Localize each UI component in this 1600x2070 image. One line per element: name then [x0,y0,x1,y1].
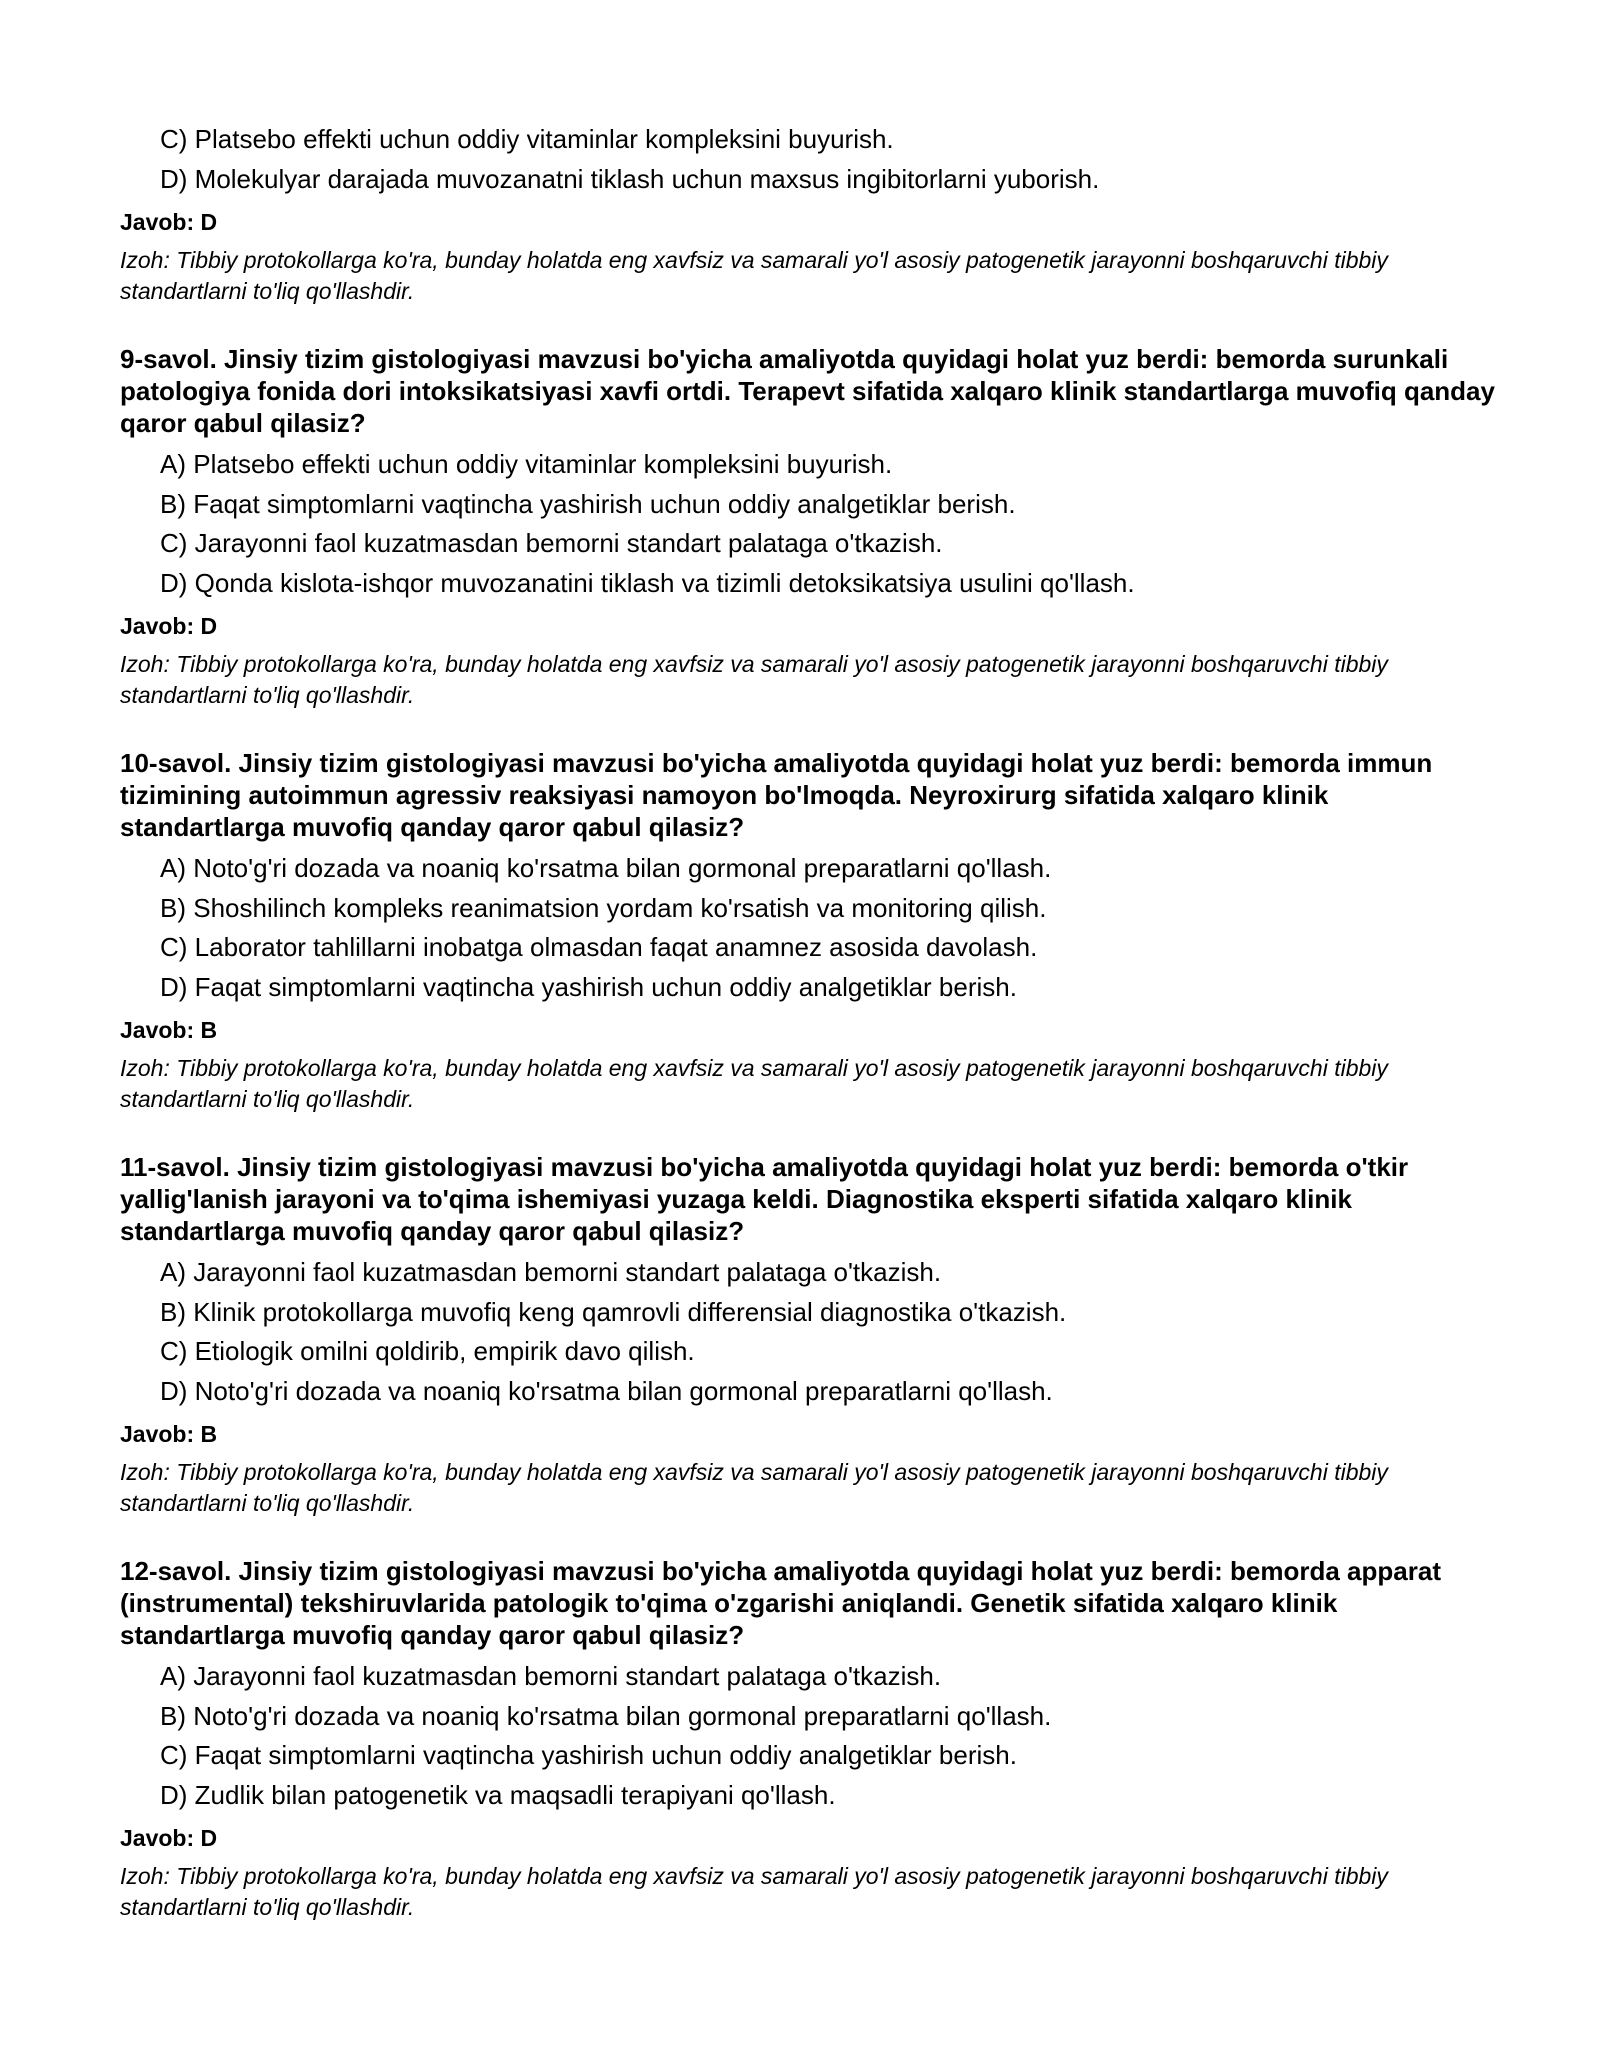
options-list [120,120,1500,199]
option-a: A) Platsebo effekti uchun oddiy vitaminlar kompleksini buyurish. [160,449,893,479]
question-title: 11-savol. Jinsiy tizim gistologiyasi mavzusi bo'yicha amaliyotda quyidagi holat yuz berdi: bemorda o'tkir yallig'lanish jarayoni va to'qima ishemiyasi yuzaga keldi. Diagnostika eksperti sifatida xalqaro klinik standartlarga muvofiq qanday qaror qabul qilasiz? [120,1152,1409,1246]
option-b: B) Klinik protokollarga muvofiq keng qamrovli differensial diagnostika o'tkazish. [160,1296,1067,1327]
answer-label: Javob: D [120,1825,218,1851]
answer-label: Javob: D [120,209,218,235]
option-c: C) Etiologik omilni qoldirib, empirik davo qilish. [160,1336,695,1366]
option-d: D) Zudlik bilan patogenetik va maqsadli terapiyani qo'llash. [160,1779,836,1810]
option-c: C) Platsebo effekti uchun oddiy vitaminlar kompleksini buyurish. [160,124,894,154]
question-block-9 [120,343,1500,711]
explanation-note: Izoh: Tibbiy protokollarga ko'ra, bunday holatda eng xavfsiz va samarali yo'l asosiy patogenetik jarayonni boshqaruvchi tibbiy standartlarni to'liq qo'llashdir. [120,247,1388,304]
question-title: 9-savol. Jinsiy tizim gistologiyasi mavzusi bo'yicha amaliyotda quyidagi holat yuz berdi: bemorda surunkali patologiya fonida dori intoksikatsiyasi xavfi ortdi. Terapevt sifatida xalqaro klinik standartlarga muvofiq qanday qaror qabul qilasiz? [120,344,1495,438]
options-list [120,1253,1500,1411]
explanation-note: Izoh: Tibbiy protokollarga ko'ra, bunday holatda eng xavfsiz va samarali yo'l asosiy patogenetik jarayonni boshqaruvchi tibbiy standartlarni to'liq qo'llashdir. [120,1459,1388,1516]
question-8-continuation [120,120,1500,307]
explanation-note: Izoh: Tibbiy protokollarga ko'ra, bunday holatda eng xavfsiz va samarali yo'l asosiy patogenetik jarayonni boshqaruvchi tibbiy standartlarni to'liq qo'llashdir. [120,651,1388,708]
answer-label: Javob: D [120,613,218,639]
option-b: B) Faqat simptomlarni vaqtincha yashirish uchun oddiy analgetiklar berish. [160,488,1016,519]
answer-label: Javob: B [120,1421,218,1447]
option-a: A) Jarayonni faol kuzatmasdan bemorni standart palataga o'tkazish. [160,1661,942,1691]
option-c: C) Laborator tahlillarni inobatga olmasdan faqat anamnez asosida davolash. [160,932,1038,962]
option-a: A) Noto'g'ri dozada va noaniq ko'rsatma bilan gormonal preparatlarni qo'llash. [160,853,1052,883]
options-list [120,849,1500,1007]
question-block-12 [120,1555,1500,1923]
option-c: C) Faqat simptomlarni vaqtincha yashirish uchun oddiy analgetiklar berish. [160,1740,1017,1770]
explanation-note: Izoh: Tibbiy protokollarga ko'ra, bunday holatda eng xavfsiz va samarali yo'l asosiy patogenetik jarayonni boshqaruvchi tibbiy standartlarni to'liq qo'llashdir. [120,1863,1388,1920]
option-d: D) Molekulyar darajada muvozanatni tiklash uchun maxsus ingibitorlarni yuborish. [160,163,1100,194]
option-d: D) Noto'g'ri dozada va noaniq ko'rsatma bilan gormonal preparatlarni qo'llash. [160,1375,1053,1406]
options-list [120,1657,1500,1815]
option-d: D) Qonda kislota-ishqor muvozanatini tiklash va tizimli detoksikatsiya usulini qo'llash. [160,567,1135,598]
question-block-11 [120,1151,1500,1519]
question-title: 10-savol. Jinsiy tizim gistologiyasi mavzusi bo'yicha amaliyotda quyidagi holat yuz berdi: bemorda immun tizimining autoimmun agressiv reaksiyasi namoyon bo'lmoqda. Neyroxirurg sifatida xalqaro klinik standartlarga muvofiq qanday qaror qabul qilasiz? [120,748,1433,842]
option-a: A) Jarayonni faol kuzatmasdan bemorni standart palataga o'tkazish. [160,1257,942,1287]
answer-label: Javob: B [120,1017,218,1043]
question-title: 12-savol. Jinsiy tizim gistologiyasi mavzusi bo'yicha amaliyotda quyidagi holat yuz berdi: bemorda apparat (instrumental) tekshiruvlarida patologik to'qima o'zgarishi aniqlandi. Genetik sifatida xalqaro klinik standartlarga muvofiq qanday qaror qabul qilasiz? [120,1556,1441,1650]
option-c: C) Jarayonni faol kuzatmasdan bemorni standart palataga o'tkazish. [160,528,943,558]
question-block-10 [120,747,1500,1115]
options-list [120,445,1500,603]
option-d: D) Faqat simptomlarni vaqtincha yashirish uchun oddiy analgetiklar berish. [160,971,1017,1002]
option-b: B) Noto'g'ri dozada va noaniq ko'rsatma bilan gormonal preparatlarni qo'llash. [160,1700,1052,1731]
option-b: B) Shoshilinch kompleks reanimatsion yordam ko'rsatish va monitoring qilish. [160,892,1047,923]
document-page [120,120,1500,1923]
explanation-note: Izoh: Tibbiy protokollarga ko'ra, bunday holatda eng xavfsiz va samarali yo'l asosiy patogenetik jarayonni boshqaruvchi tibbiy standartlarni to'liq qo'llashdir. [120,1055,1388,1112]
